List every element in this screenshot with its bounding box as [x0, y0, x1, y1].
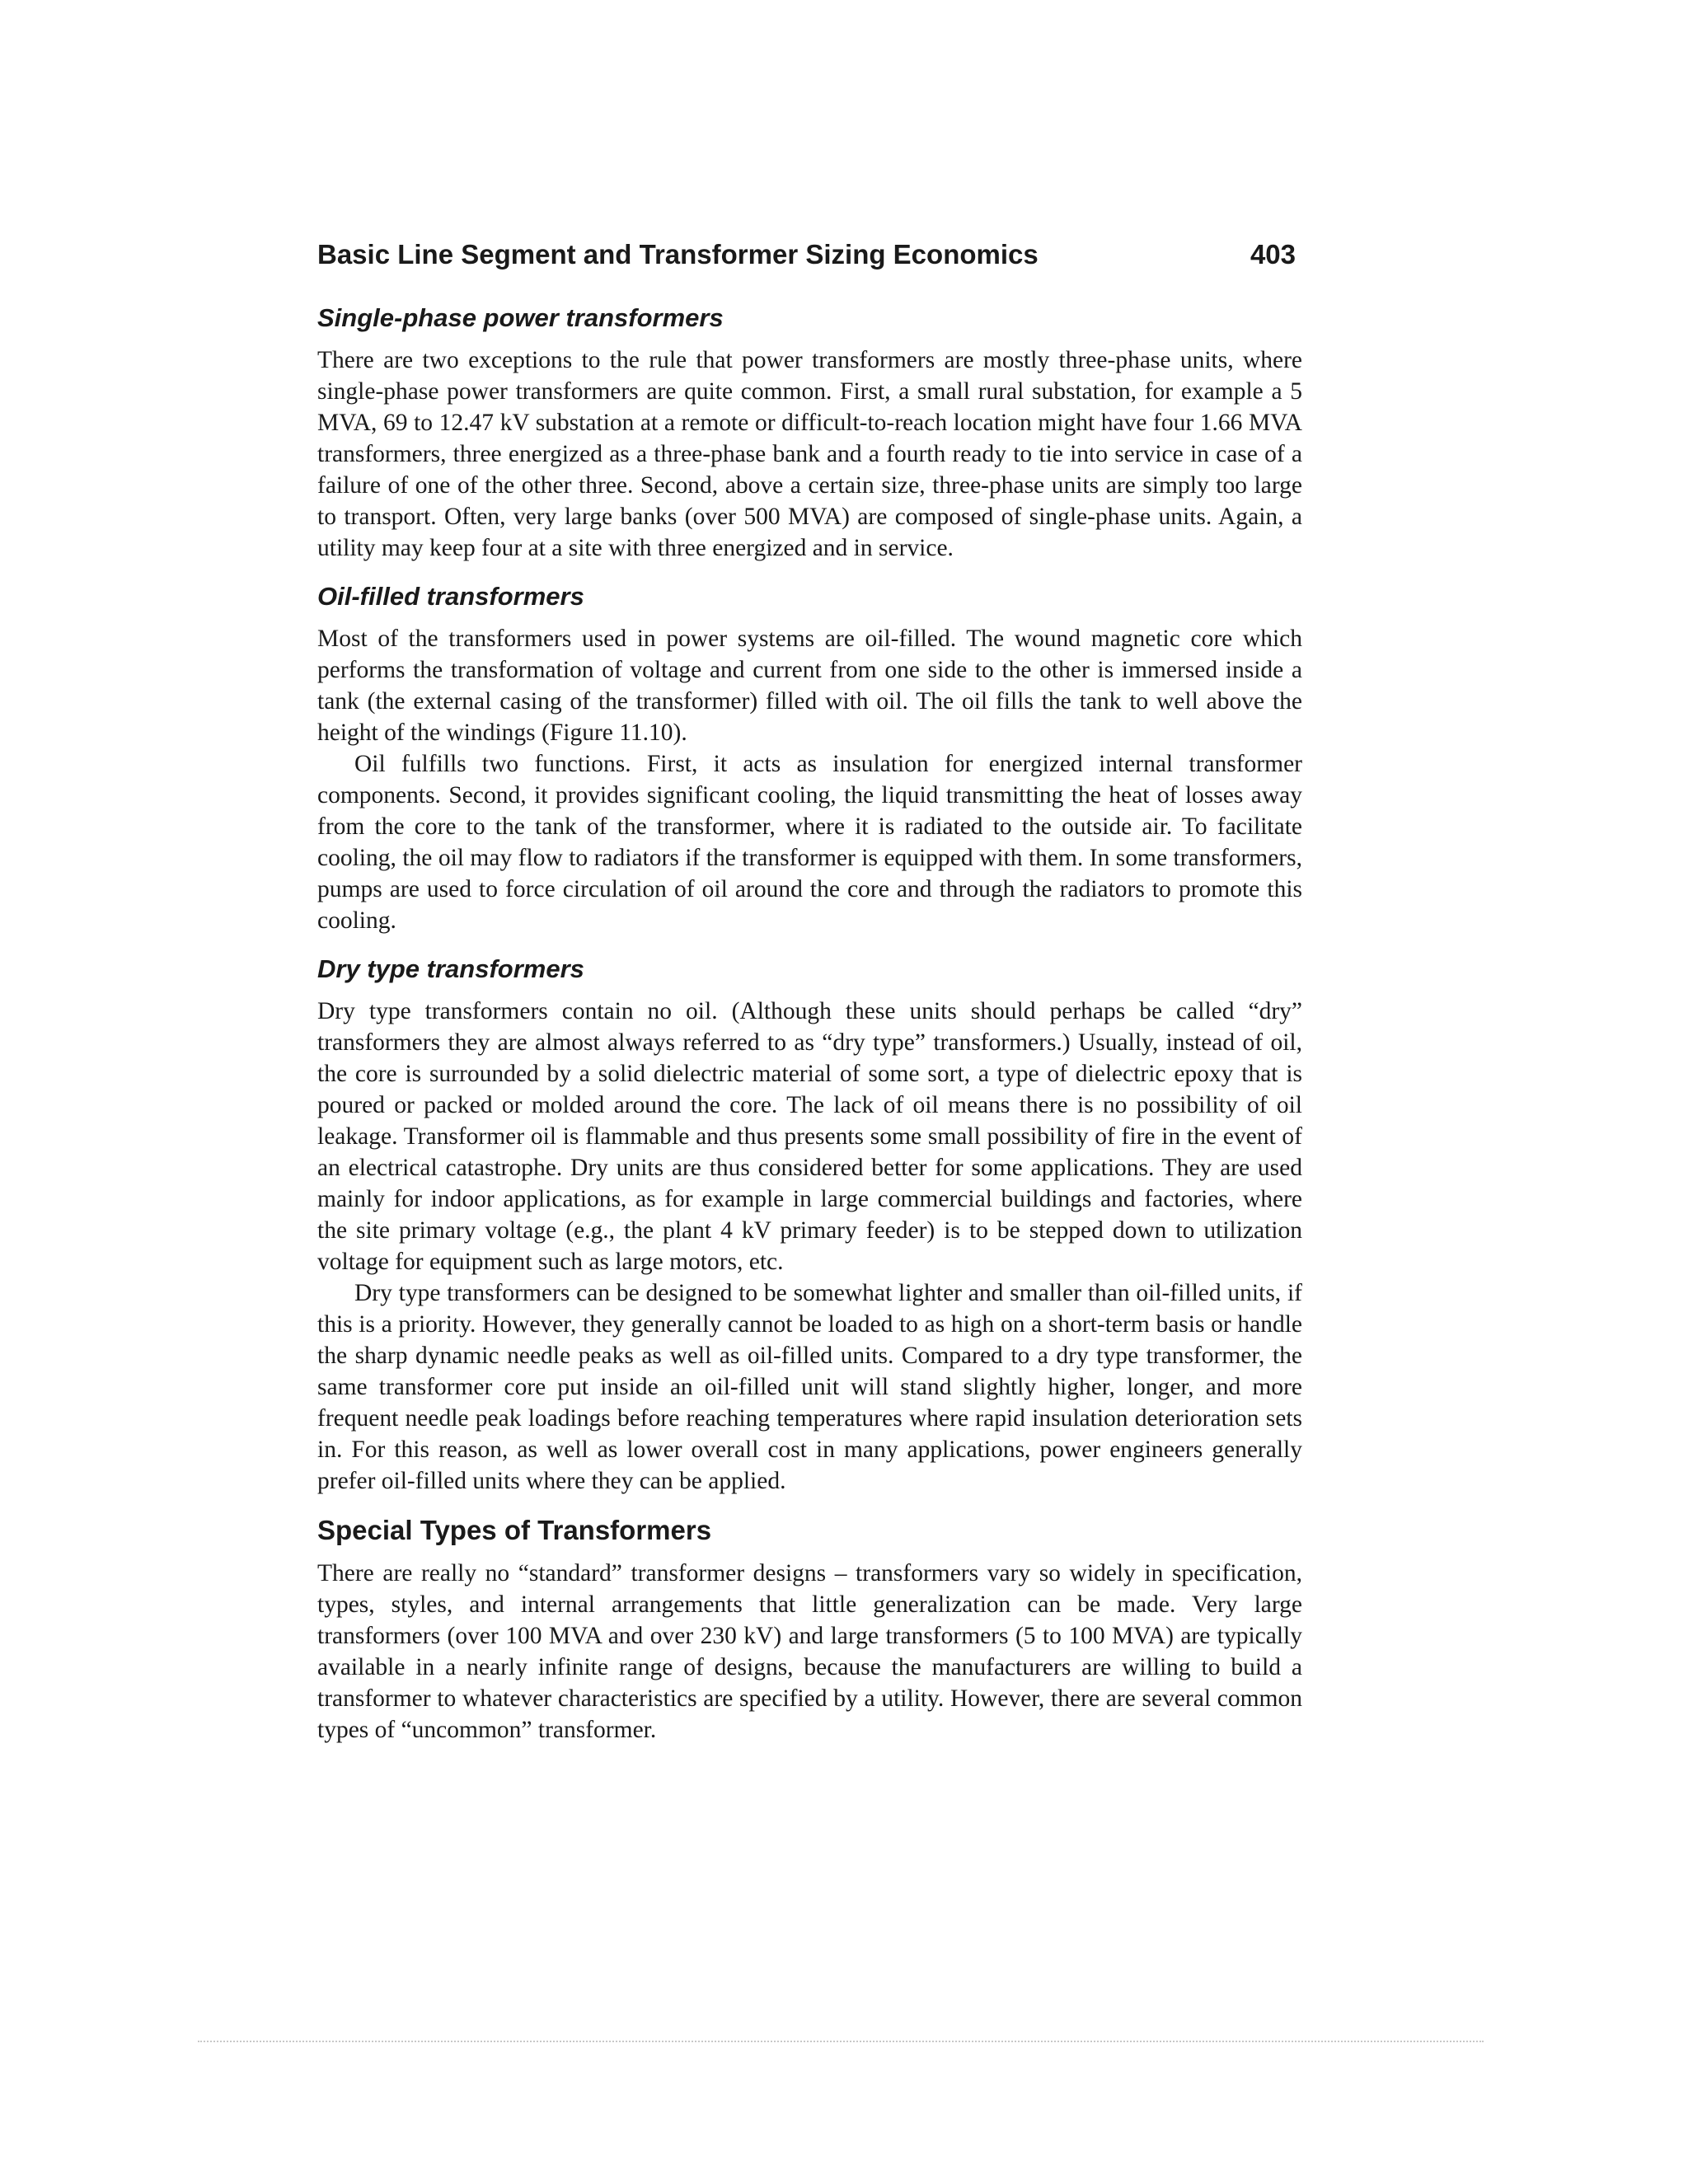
paragraph: Dry type transformers can be designed to be somewhat lighter and smaller than oil-filled units, if this is a priority. However, they generally cannot be loaded to as high on a short-term basis or handle the sharp dynamic needle peaks as well as oil-filled units. Compared to a dry type transformer, the same transformer core put inside an oil-filled unit will stand slightly higher, longer, and more frequent needle peak loadings before reaching temperatures where rapid insulation deterioration sets in. For this reason, as well as lower overall cost in many applications, power engineers generally prefer oil-filled units where they can be applied.	[317, 1280, 1302, 1494]
paragraph: There are two exceptions to the rule that power transformers are mostly three-phase units, where single-phase power transformers are quite common. First, a small rural substation, for example a 5 MVA, 69 to 12.47 kV substation at a remote or difficult-to-reach location might have four 1.66 MVA transformers, three energized as a three-phase bank and a fourth ready to tie into service in case of a failure of one of the other three. Second, above a certain size, three-phase units are simply too large to transport. Often, very large banks (over 500 MVA) are composed of single-phase units. Again, a utility may keep four at a site with three energized and in service.	[317, 347, 1302, 561]
section-heading: Special Types of Transformers	[317, 1515, 712, 1545]
paragraph: Dry type transformers contain no oil. (Although these units should perhaps be called “dry” transformers they are almost always referred to as “dry type” transformers.) Usually, instead of oil, the core is surrounded by a solid dielectric material of some sort, a type of dielectric epoxy that is poured or packed or molded around the core. The lack of oil means there is no possibility of oil leakage. Transformer oil is flammable and thus presents some small possibility of fire in the event of an electrical catastrophe. Dry units are thus considered better for some applications. They are used mainly for indoor applications, as for example in large commercial buildings and factories, where the site primary voltage (e.g., the plant 4 kV primary feeder) is to be stepped down to utilization voltage for equipment such as large motors, etc.	[317, 998, 1302, 1275]
page-number: 403	[1250, 239, 1296, 269]
subsection-heading: Single-phase power transformers	[317, 303, 724, 332]
running-title: Basic Line Segment and Transformer Sizing Economics	[317, 239, 1039, 269]
section-single-phase	[317, 303, 1302, 564]
running-header	[317, 239, 1302, 270]
paragraph: There are really no “standard” transformer designs – transformers vary so widely in specification, types, styles, and internal arrangements that little generalization can be made. Very large transformers (over 100 MVA and over 230 kV) and large transformers (5 to 100 MVA) are typically available in a nearly infinite range of designs, because the manufacturers are willing to build a transformer to whatever characteristics are specified by a utility. However, there are several common types of “uncommon” transformer.	[317, 1560, 1302, 1743]
paragraph: Oil fulfills two functions. First, it acts as insulation for energized internal transformer components. Second, it provides significant cooling, the liquid transmitting the heat of losses away from the core to the tank of the transformer, where it is radiated to the outside air. To facilitate cooling, the oil may flow to radiators if the transformer is equipped with them. In some transformers, pumps are used to force circulation of oil around the core and through the radiators to promote this cooling.	[317, 751, 1302, 934]
scan-artifact-line	[198, 2041, 1484, 2042]
section-oil-filled	[317, 582, 1302, 936]
subsection-heading: Dry type transformers	[317, 954, 584, 983]
section-dry-type	[317, 954, 1302, 1497]
subsection-heading: Oil-filled transformers	[317, 582, 584, 611]
document-page	[317, 239, 1302, 1764]
section-special-types	[317, 1515, 1302, 1746]
paragraph: Most of the transformers used in power systems are oil-filled. The wound magnetic core which performs the transformation of voltage and current from one side to the other is immersed inside a tank (the external casing of the transformer) filled with oil. The oil fills the tank to well above the height of the windings (Figure 11.10).	[317, 626, 1302, 746]
